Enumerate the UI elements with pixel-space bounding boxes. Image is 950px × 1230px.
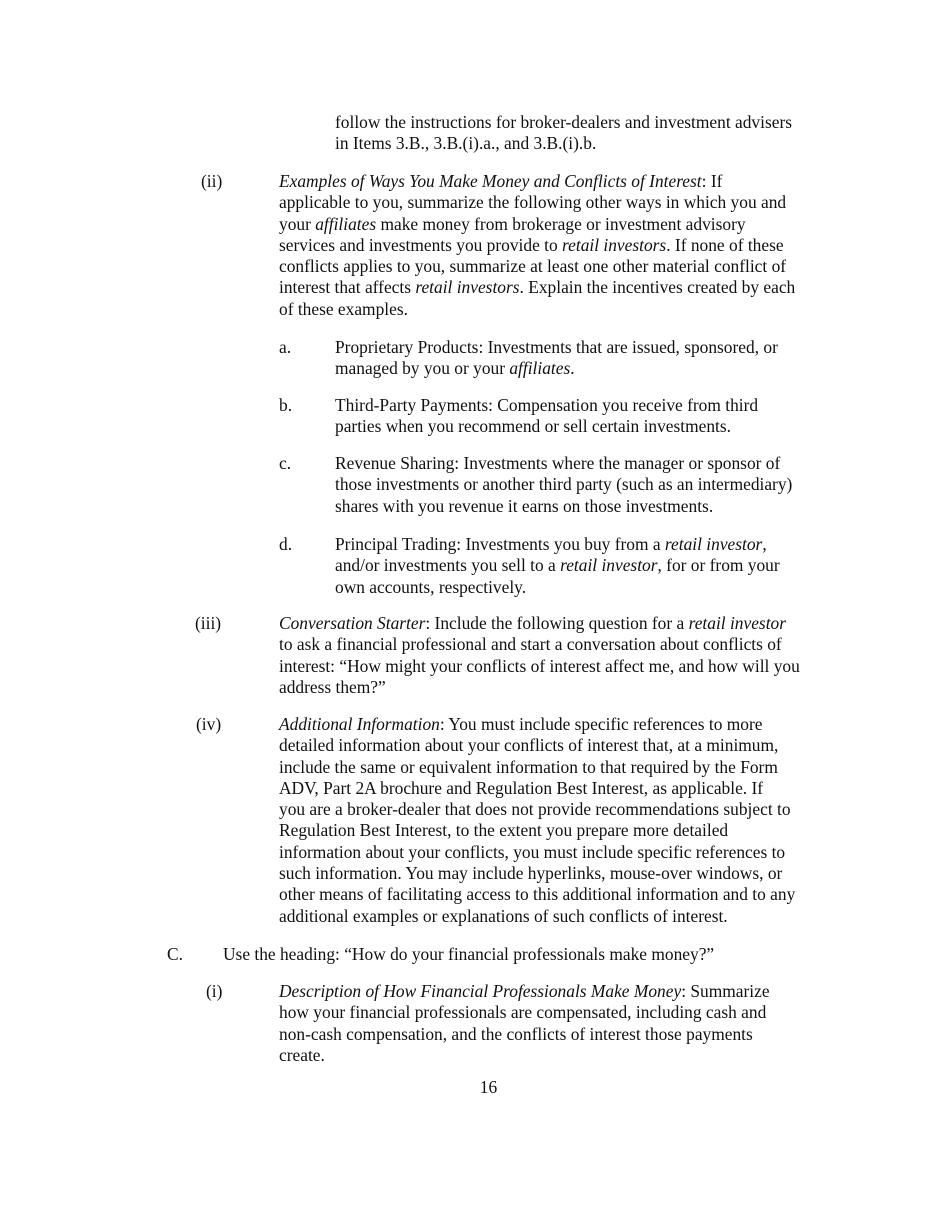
item-ii-heading: Examples of Ways You Make Money and Conflicts of Interest	[279, 171, 702, 191]
intro-paragraph: follow the instructions for broker-dealers and investment advisers in Items 3.B., 3.B.(i).a., and 3.B.(i).b.	[335, 112, 792, 154]
item-c-paragraph: Revenue Sharing: Investments where the manager or sponsor of those investments or another third party (such as an intermediary) shares with you revenue it earns on those investments.	[335, 453, 793, 516]
item-d-paragraph: Principal Trading: Investments you buy from a retail investor, and/or investments you sell to a retail investor, for or from your own accounts, respectively.	[335, 534, 780, 597]
item-c-i-label: (i)	[206, 981, 223, 1001]
item-iii-heading: Conversation Starter	[279, 613, 426, 633]
section-c-label: C.	[167, 944, 183, 964]
item-b-paragraph: Third-Party Payments: Compensation you receive from third parties when you recommend or sell certain investments.	[335, 395, 759, 437]
item-c-i-heading: Description of How Financial Professionals Make Money	[279, 981, 682, 1001]
item-c-label: c.	[279, 453, 292, 473]
item-iii-paragraph: Conversation Starter: Include the following question for a retail investor to ask a financial professional and start a conversation about conflicts of interest: “How might your conflicts of interest affect me, and how will you address them?”	[279, 613, 800, 697]
item-a-paragraph: Proprietary Products: Investments that are issued, sponsored, or managed by you or your affiliates.	[335, 337, 778, 379]
section-c-heading-instruction: Use the heading: “How do your financial professionals make money?”	[223, 944, 715, 964]
item-a-label: a.	[279, 337, 292, 357]
item-ii-paragraph: Examples of Ways You Make Money and Conflicts of Interest: If applicable to you, summarize the following other ways in which you and your affiliates make money from brokerage or investment advisory services and investments you provide to retail investors. If none of these conflicts applies to you, summarize at least one other material conflict of interest that affects retail investors. Explain the incentives created by each of these examples.	[279, 171, 796, 319]
item-d-label: d.	[279, 534, 293, 554]
item-ii-label: (ii)	[201, 171, 223, 191]
item-c-i-paragraph: Description of How Financial Professionals Make Money: Summarize how your financial professionals are compensated, including cash and non-cash compensation, and the conflicts of interest those payments create.	[279, 981, 770, 1065]
item-iii-label: (iii)	[195, 613, 222, 633]
item-iv-label: (iv)	[196, 714, 222, 734]
item-iv-heading: Additional Information	[279, 714, 440, 734]
item-b-label: b.	[279, 395, 293, 415]
page-number: 16	[479, 1077, 498, 1097]
item-iv-paragraph: Additional Information: You must include specific references to more detailed information about your conflicts of interest that, at a minimum, include the same or equivalent information to that required by the Form ADV, Part 2A brochure and Regulation Best Interest, as applicable. If you are a broker-dealer that does not provide recommendations subject to Regulation Best Interest, to the extent you prepare more detailed information about your conflicts, you must include specific references to such information. You may include hyperlinks, mouse-over windows, or other means of facilitating access to this additional information and to any additional examples or explanations of such conflicts of interest.	[279, 714, 796, 926]
